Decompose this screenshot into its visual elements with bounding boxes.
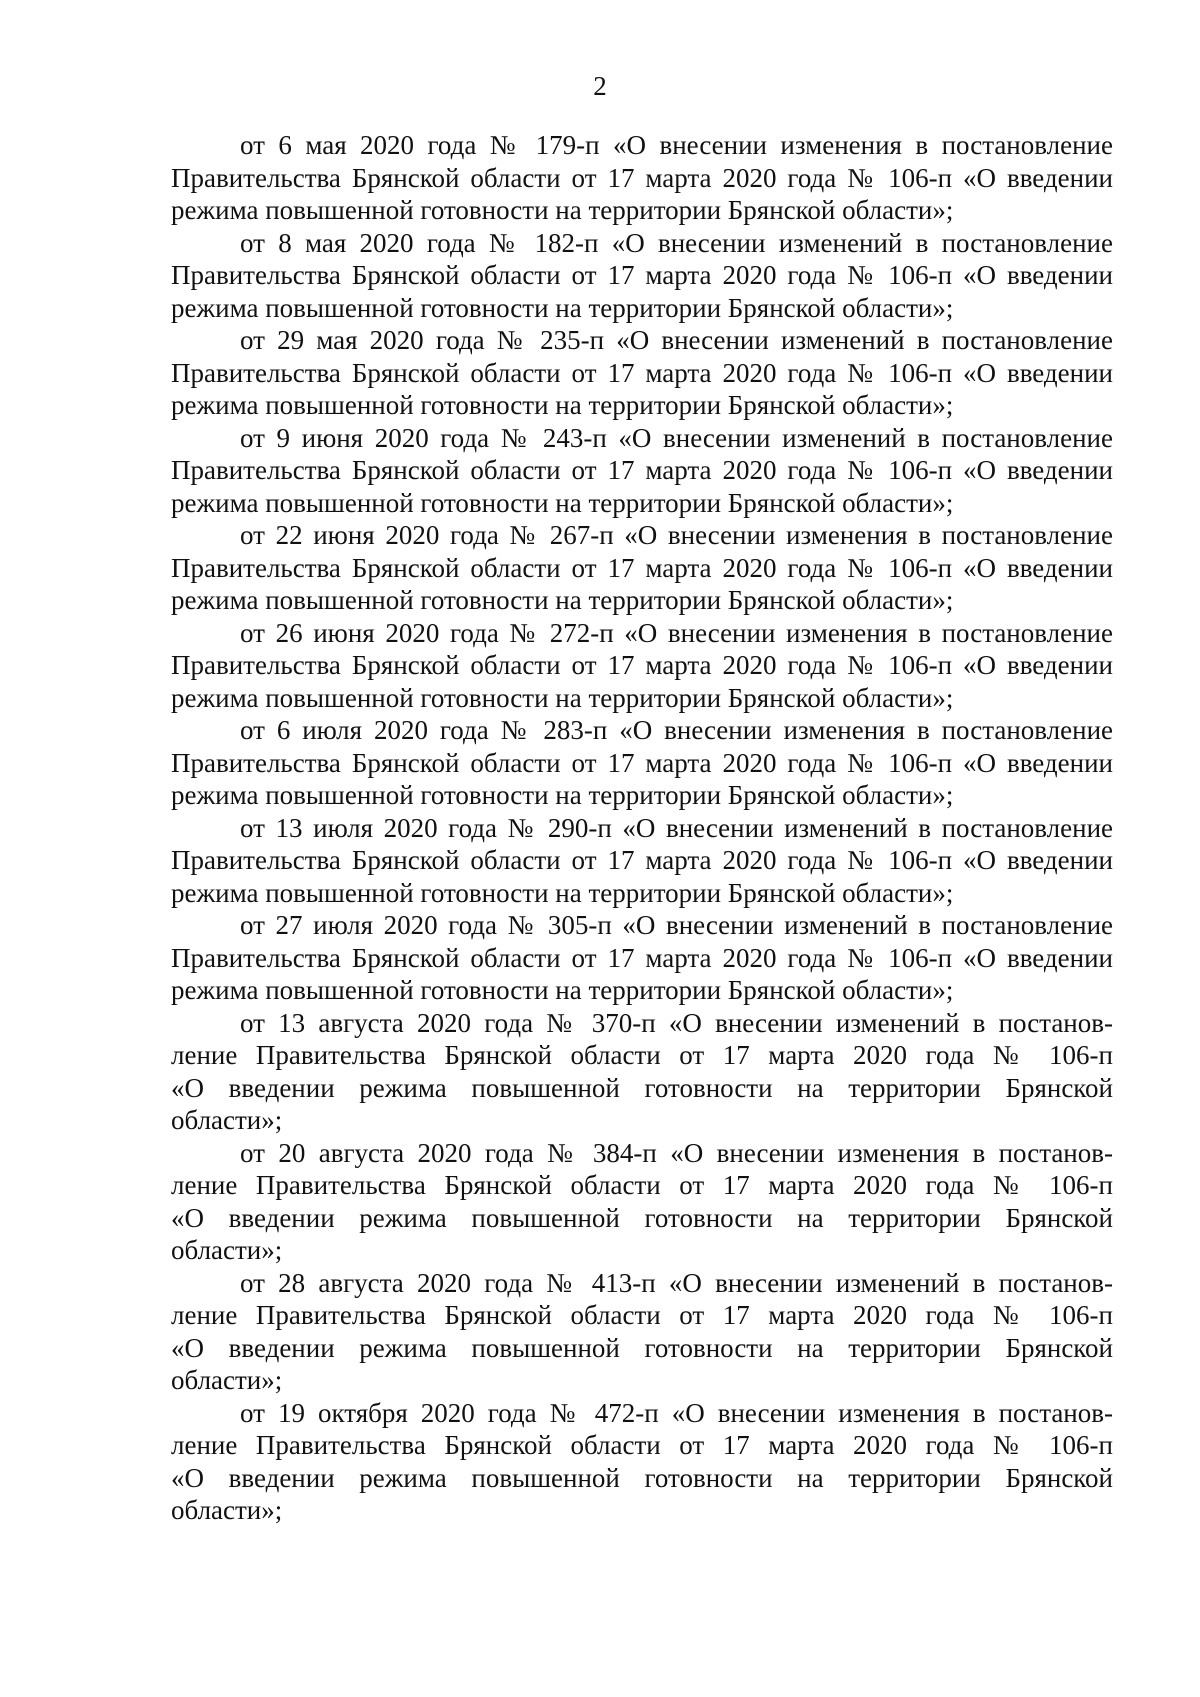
text-line: Правительства Брянской области от 17 марта 2020 года № 106-п «О введении xyxy=(171,845,1113,875)
resolution-entry xyxy=(171,129,1113,227)
resolution-entry xyxy=(171,617,1113,715)
text-line: от 22 июня 2020 года № 267-п «О внесении изменения в постановление xyxy=(240,520,1113,550)
resolution-entry xyxy=(171,812,1113,910)
text-line: режима повышенной готовности на территории Брянской области»; xyxy=(171,195,954,225)
text-line: от 28 августа 2020 года № 413-п «О внесении изменений в постанов- xyxy=(240,1267,1113,1298)
text-line: Правительства Брянской области от 17 марта 2020 года № 106-п «О введении xyxy=(171,455,1113,485)
resolution-entry xyxy=(171,1267,1113,1397)
resolution-entry xyxy=(171,714,1113,812)
text-line: Правительства Брянской области от 17 марта 2020 года № 106-п «О введении xyxy=(171,162,1113,193)
text-line: режима повышенной готовности на территории Брянской области»; xyxy=(171,390,954,420)
text-line: области»; xyxy=(171,1495,283,1525)
resolution-entry xyxy=(171,227,1113,325)
text-line: ление Правительства Брянской области от 17 марта 2020 года № 106-п xyxy=(171,1170,1113,1200)
resolution-entry xyxy=(171,1137,1113,1267)
resolution-entry xyxy=(171,422,1113,520)
text-line: режима повышенной готовности на территории Брянской области»; xyxy=(171,877,954,908)
text-line: ление Правительства Брянской области от 17 марта 2020 года № 106-п xyxy=(171,1430,1113,1460)
text-line: режима повышенной готовности на территории Брянской области»; xyxy=(171,780,954,810)
text-line: «О введении режима повышенной готовности на территории Брянской xyxy=(171,1072,1113,1103)
text-line: от 9 июня 2020 года № 243-п «О внесении изменений в постановление xyxy=(240,422,1113,453)
text-line: от 27 июля 2020 года № 305-п «О внесении изменений в постановление xyxy=(240,910,1113,940)
text-line: от 13 августа 2020 года № 370-п «О внесении изменений в постанов- xyxy=(240,1007,1113,1038)
text-line: от 13 июля 2020 года № 290-п «О внесении изменений в постановление xyxy=(240,812,1113,843)
text-line: «О введении режима повышенной готовности на территории Брянской xyxy=(171,1462,1113,1493)
text-line: области»; xyxy=(171,1365,283,1395)
text-line: от 6 июля 2020 года № 283-п «О внесении изменения в постановление xyxy=(240,715,1113,745)
text-line: «О введении режима повышенной готовности на территории Брянской xyxy=(171,1332,1113,1363)
text-line: Правительства Брянской области от 17 марта 2020 года № 106-п «О введении xyxy=(171,260,1113,290)
text-line: ление Правительства Брянской области от 17 марта 2020 года № 106-п xyxy=(171,1300,1113,1330)
text-line: режима повышенной готовности на территории Брянской области»; xyxy=(171,975,954,1005)
resolution-entry xyxy=(171,909,1113,1007)
document-body xyxy=(171,129,1113,1527)
resolution-entry xyxy=(171,519,1113,617)
text-line: от 8 мая 2020 года № 182-п «О внесении изменений в постановление xyxy=(240,227,1113,258)
text-line: Правительства Брянской области от 17 марта 2020 года № 106-п «О введении xyxy=(171,650,1113,680)
text-line: от 20 августа 2020 года № 384-п «О внесении изменения в постанов- xyxy=(240,1137,1113,1168)
text-line: ление Правительства Брянской области от 17 марта 2020 года № 106-п xyxy=(171,1040,1113,1070)
text-line: Правительства Брянской области от 17 марта 2020 года № 106-п «О введении xyxy=(171,942,1113,973)
page-number: 2 xyxy=(593,71,607,101)
text-line: Правительства Брянской области от 17 марта 2020 года № 106-п «О введении xyxy=(171,747,1113,778)
resolution-entry xyxy=(171,1007,1113,1137)
text-line: режима повышенной готовности на территории Брянской области»; xyxy=(171,682,954,713)
text-line: режима повышенной готовности на территории Брянской области»; xyxy=(171,487,954,518)
text-line: режима повышенной готовности на территории Брянской области»; xyxy=(171,585,954,615)
text-line: области»; xyxy=(171,1105,283,1135)
text-line: Правительства Брянской области от 17 марта 2020 года № 106-п «О введении xyxy=(171,357,1113,388)
resolution-entry xyxy=(171,324,1113,422)
text-line: от 26 июня 2020 года № 272-п «О внесении изменения в постановление xyxy=(240,617,1113,648)
text-line: от 6 мая 2020 года № 179-п «О внесении изменения в постановление xyxy=(240,130,1113,160)
text-line: режима повышенной готовности на территории Брянской области»; xyxy=(171,292,954,323)
text-line: «О введении режима повышенной готовности на территории Брянской xyxy=(171,1202,1113,1233)
text-line: области»; xyxy=(171,1235,283,1265)
text-line: от 19 октября 2020 года № 472-п «О внесении изменения в постанов- xyxy=(240,1397,1113,1428)
resolution-entry xyxy=(171,1397,1113,1527)
text-line: Правительства Брянской области от 17 марта 2020 года № 106-п «О введении xyxy=(171,552,1113,583)
text-line: от 29 мая 2020 года № 235-п «О внесении изменений в постановление xyxy=(240,325,1113,355)
